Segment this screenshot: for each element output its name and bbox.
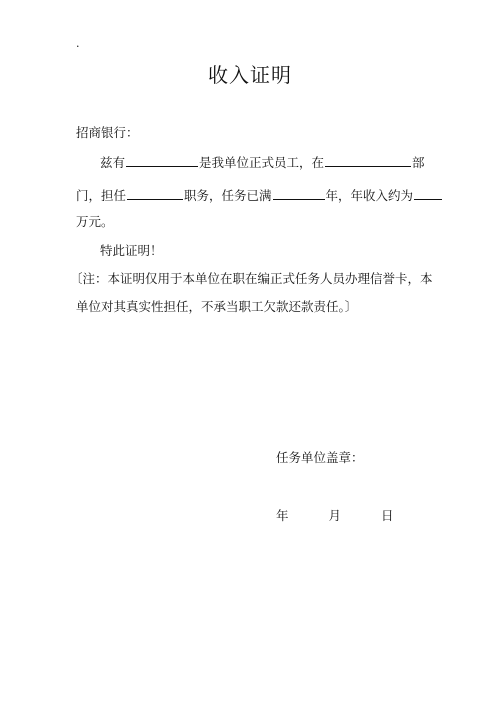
text-segment: 门，担任 xyxy=(76,188,127,203)
text-segment: 职务，任务已满 xyxy=(184,188,272,203)
note-line-1: 〔注：本证明仅用于本单位在职在编正式任务人员办理信誉卡，本 xyxy=(70,271,433,286)
years-blank xyxy=(273,185,325,200)
year-label: 年 xyxy=(276,508,289,523)
page-marker: . xyxy=(76,37,80,50)
seal-label: 任务单位盖章： xyxy=(276,450,364,465)
note-line-2: 单位对其真实性担任，不承当职工欠款还款责任。〕 xyxy=(76,299,358,314)
paragraph-line-2 xyxy=(76,185,426,205)
income-blank xyxy=(414,185,442,200)
position-blank xyxy=(127,185,183,200)
closing-statement: 特此证明！ xyxy=(100,243,163,258)
paragraph-line-1 xyxy=(100,152,426,172)
text-segment: 兹有 xyxy=(100,155,126,170)
paragraph-line-3: 万元。 xyxy=(76,214,114,229)
text-segment: 部 xyxy=(412,155,425,170)
text-segment: 年，年收入约为 xyxy=(325,188,414,203)
document-title: 收入证明 xyxy=(208,63,292,87)
name-blank xyxy=(126,152,198,167)
department-blank xyxy=(325,152,411,167)
salutation: 招商银行： xyxy=(76,125,139,140)
month-label: 月 xyxy=(328,508,342,523)
text-segment: 是我单位正式员工，在 xyxy=(199,155,325,170)
date-line xyxy=(276,507,394,525)
day-label: 日 xyxy=(381,508,394,523)
